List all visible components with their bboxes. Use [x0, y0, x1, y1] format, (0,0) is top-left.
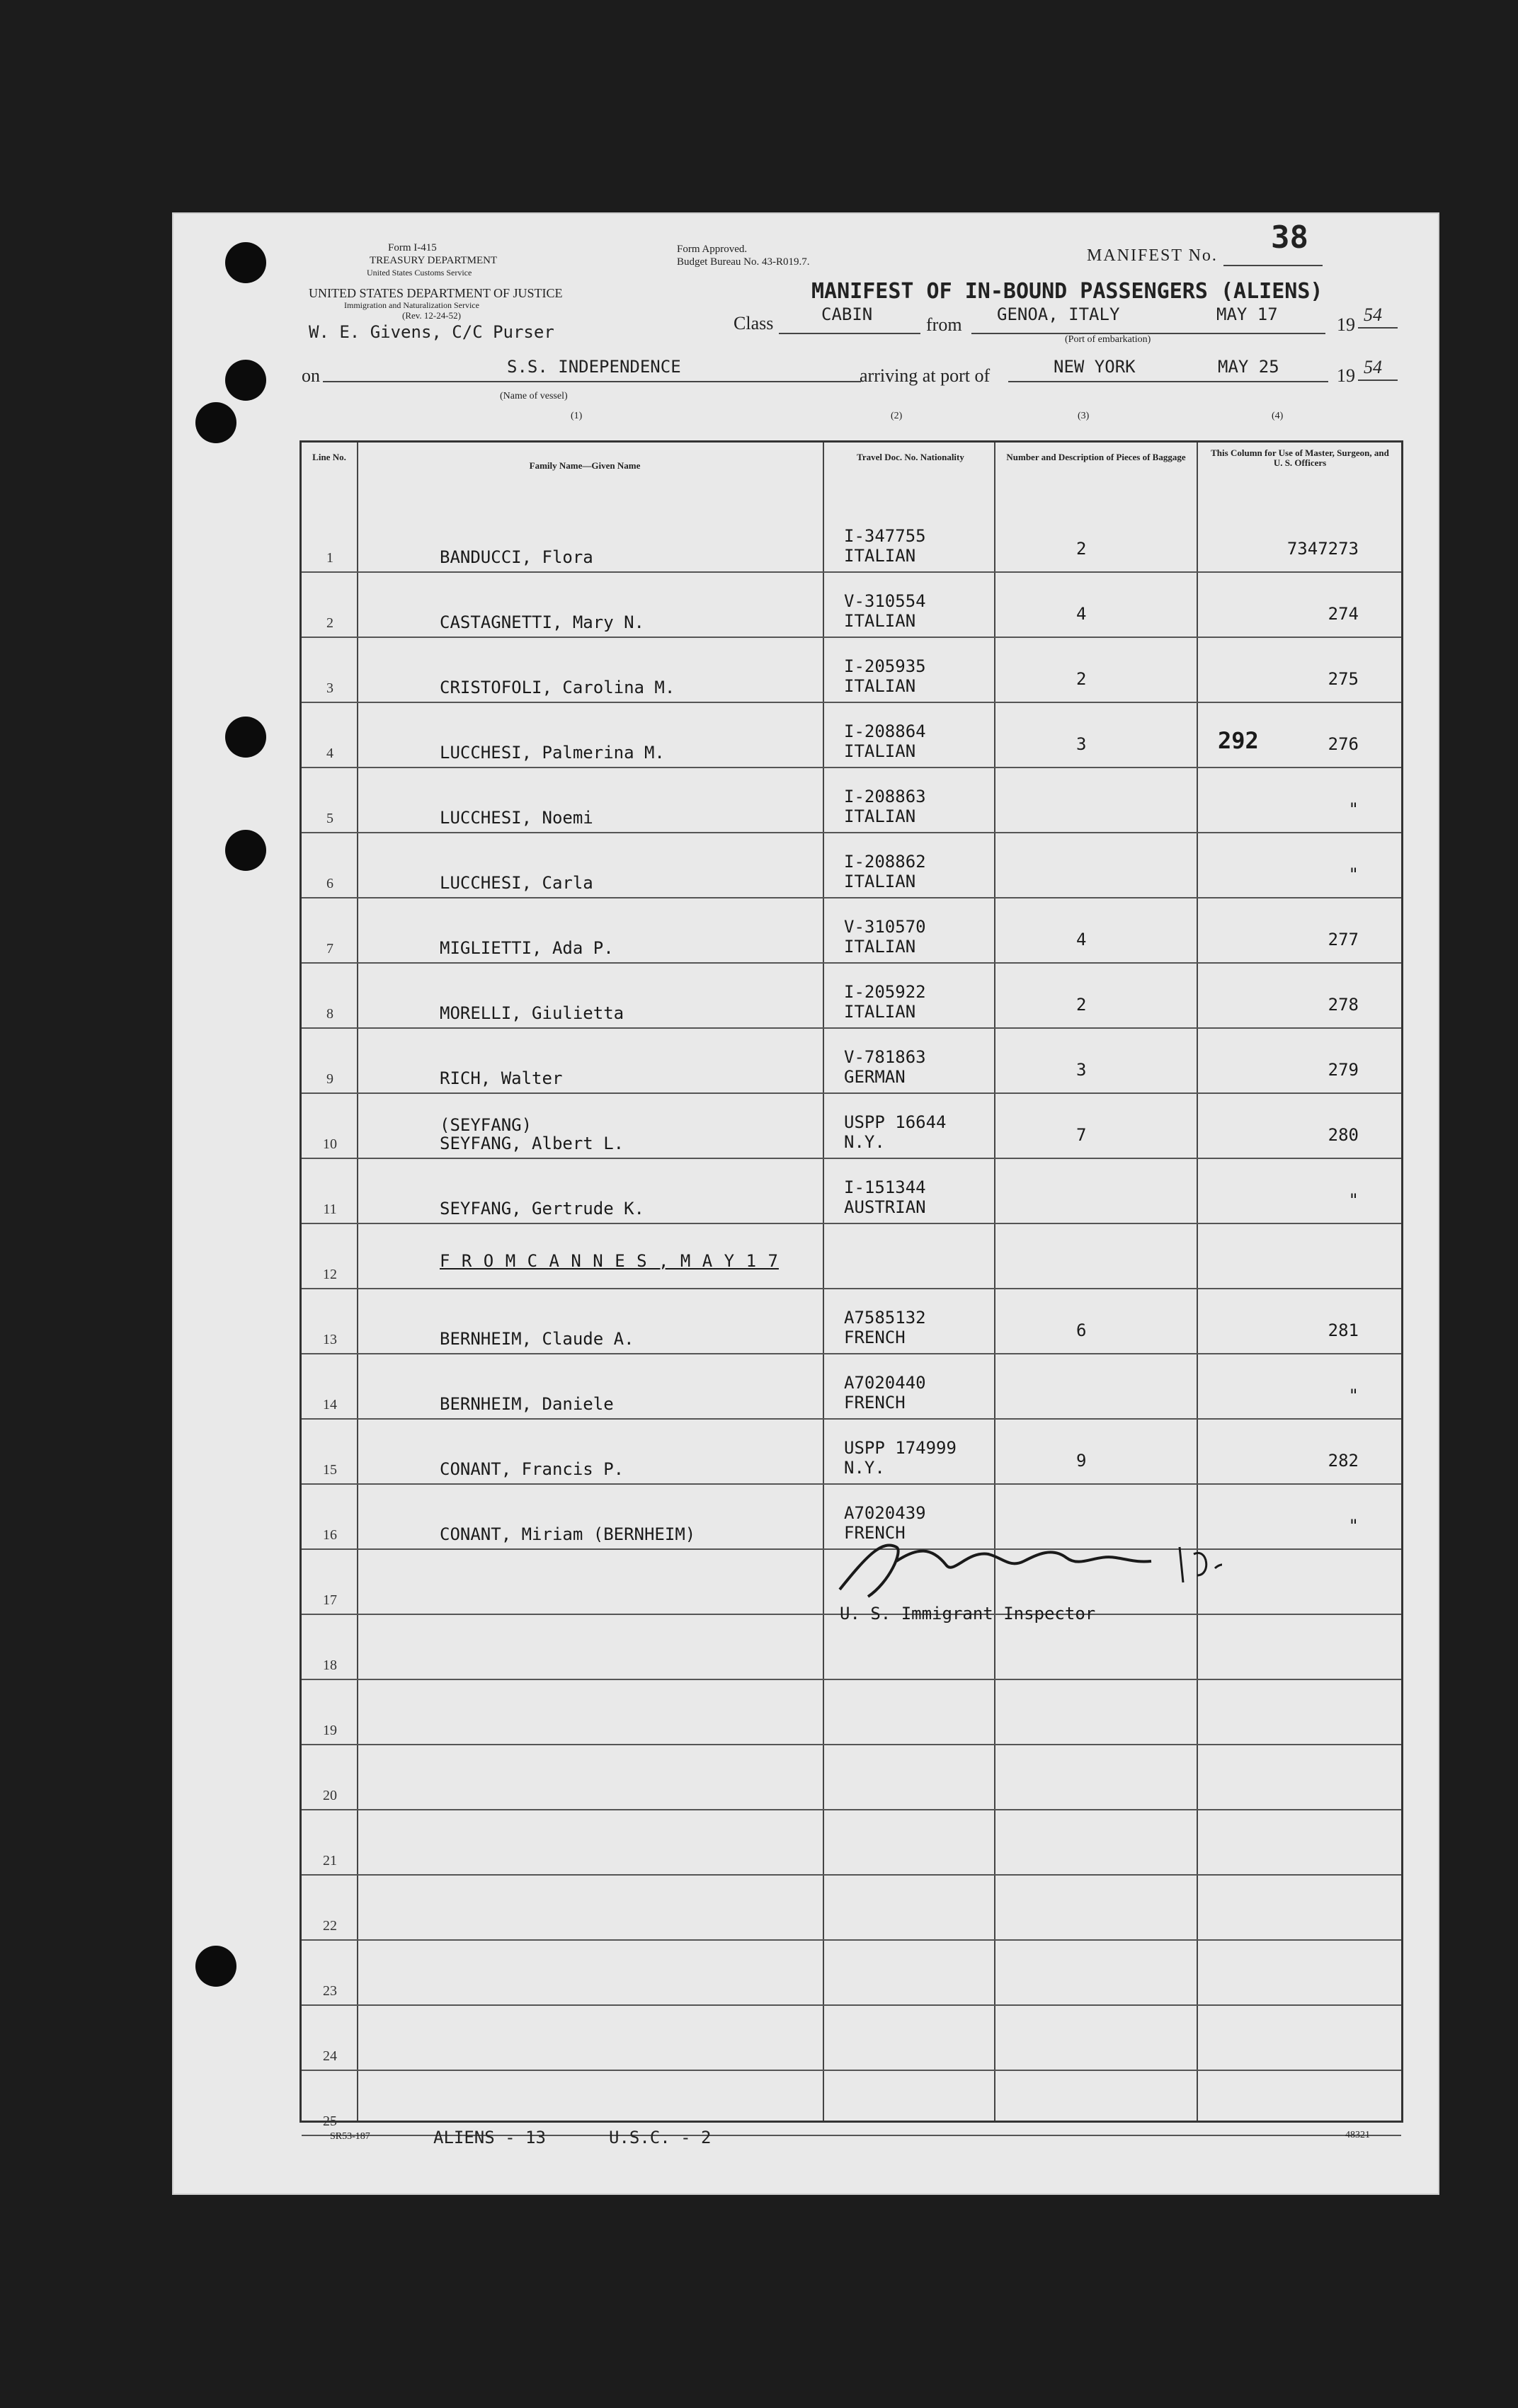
line-number: 13: [323, 1332, 337, 1347]
name-prefix: (SEYFANG): [440, 1115, 532, 1135]
table-row: [302, 1224, 1401, 1289]
table-row: [302, 2071, 1401, 2136]
line-number: 1: [326, 550, 333, 566]
officer-code: ": [1348, 1516, 1359, 1536]
officer-code: 7347273: [1286, 539, 1359, 559]
form-approved: Form Approved.: [677, 244, 748, 255]
table-row: [302, 1876, 1401, 1941]
arrival-year-line: [1358, 380, 1398, 381]
line-number: 24: [323, 2048, 337, 2064]
nationality: ITALIAN: [844, 676, 916, 696]
table-row: [302, 964, 1401, 1029]
depart-year-line: [1358, 327, 1398, 329]
depart-year: 54: [1364, 304, 1382, 325]
officer-code: ": [1348, 1386, 1359, 1405]
arrival-year-prefix: 19: [1337, 365, 1355, 386]
passenger-name: MIGLIETTI, Ada P.: [440, 938, 614, 958]
arrival-line: [1008, 381, 1328, 382]
line-number: 6: [326, 876, 333, 891]
nationality: ITALIAN: [844, 546, 916, 566]
baggage-count: 6: [1076, 1320, 1087, 1340]
line-number: 10: [323, 1136, 337, 1152]
baggage-count: 9: [1076, 1451, 1087, 1471]
table-row: [302, 508, 1401, 573]
passenger-name: LUCCHESI, Noemi: [440, 808, 593, 828]
baggage-count: 2: [1076, 539, 1087, 559]
officer-extra-number: 292: [1218, 727, 1259, 754]
baggage-count: 2: [1076, 995, 1087, 1015]
arrival-port: NEW YORK: [1054, 357, 1136, 377]
passenger-name: LUCCHESI, Palmerina M.: [440, 743, 665, 763]
table-row: [302, 2006, 1401, 2071]
punch-hole: [195, 1946, 236, 1987]
officer-code: 278: [1328, 995, 1359, 1015]
nationality: FRENCH: [844, 1393, 906, 1413]
nationality: FRENCH: [844, 1328, 906, 1347]
travel-doc-no: A7020440: [844, 1373, 926, 1393]
table-row: [302, 1745, 1401, 1810]
passenger-name: RICH, Walter: [440, 1068, 563, 1088]
travel-doc-no: I-205922: [844, 982, 926, 1002]
footer-usc: U.S.C. - 2: [609, 2128, 712, 2147]
travel-doc-no: I-208862: [844, 852, 926, 872]
travel-doc-no: V-310554: [844, 591, 926, 611]
nationality: AUSTRIAN: [844, 1197, 926, 1217]
line-number: 12: [323, 1267, 337, 1282]
travel-doc-no: USPP 174999: [844, 1438, 957, 1458]
travel-doc-no: I-208863: [844, 787, 926, 806]
nationality: ITALIAN: [844, 806, 916, 826]
passenger-name: SEYFANG, Albert L.: [440, 1134, 624, 1153]
rev-date: (Rev. 12-24-52): [402, 310, 461, 321]
line-number: 8: [326, 1006, 333, 1022]
table-row: [302, 1810, 1401, 1876]
punch-hole: [225, 360, 266, 401]
ins-service: Immigration and Naturalization Service: [344, 300, 479, 310]
officer-code: 279: [1328, 1060, 1359, 1080]
page-title: MANIFEST OF IN-BOUND PASSENGERS (ALIENS): [811, 279, 1323, 304]
punch-hole: [225, 242, 266, 283]
manifest-number: 38: [1271, 219, 1308, 256]
nationality: FRENCH: [844, 1523, 906, 1543]
passenger-name: BANDUCCI, Flora: [440, 547, 593, 567]
officer-code: 275: [1328, 669, 1359, 689]
travel-doc-no: A7020439: [844, 1503, 926, 1523]
line-number: 17: [323, 1592, 337, 1608]
table-row: [302, 1615, 1401, 1680]
baggage-count: 7: [1076, 1125, 1087, 1145]
passenger-name: CONANT, Miriam (BERNHEIM): [440, 1524, 696, 1544]
travel-doc-no: I-208864: [844, 721, 926, 741]
table-row: [302, 1029, 1401, 1094]
table-row: [302, 703, 1401, 768]
class-value: CABIN: [821, 304, 873, 324]
table-row: [302, 833, 1401, 898]
from-value: GENOA, ITALY: [997, 304, 1120, 324]
footer-code: SR53-187: [330, 2131, 370, 2142]
nationality: ITALIAN: [844, 741, 916, 761]
vessel-line: [323, 381, 861, 382]
officer-code: 276: [1328, 734, 1359, 754]
travel-doc-no: I-347755: [844, 526, 926, 546]
line-number: 7: [326, 941, 333, 957]
table-row: [302, 768, 1401, 833]
depart-year-prefix: 19: [1337, 314, 1355, 335]
purser: W. E. Givens, C/C Purser: [309, 322, 554, 342]
class-line: [779, 333, 920, 334]
on-label: on: [302, 365, 320, 386]
travel-doc-no: V-781863: [844, 1047, 926, 1067]
table-row: [302, 573, 1401, 638]
officer-code: 280: [1328, 1125, 1359, 1145]
table-row: [302, 1420, 1401, 1485]
line-number: 21: [323, 1853, 337, 1868]
arrival-year: 54: [1364, 357, 1382, 377]
passenger-name: F R O M C A N N E S , M A Y 1 7: [440, 1251, 779, 1271]
customs-service: United States Customs Service: [367, 268, 472, 278]
footer-number: 48321: [1345, 2130, 1370, 2140]
inspector-label: U. S. Immigrant Inspector: [840, 1604, 1096, 1624]
line-number: 22: [323, 1918, 337, 1934]
vessel-label: (Name of vessel): [500, 391, 568, 401]
port-embark-label: (Port of embarkation): [1065, 334, 1151, 345]
passenger-name: SEYFANG, Gertrude K.: [440, 1199, 644, 1219]
line-number: 9: [326, 1071, 333, 1087]
travel-doc-no: V-310570: [844, 917, 926, 937]
passenger-table: [299, 440, 1403, 2129]
table-row: [302, 1354, 1401, 1420]
header-line-no: Line No.: [312, 452, 346, 462]
treasury-dept: TREASURY DEPARTMENT: [370, 255, 498, 266]
line-number: 4: [326, 746, 333, 761]
passenger-name: MORELLI, Giulietta: [440, 1003, 624, 1023]
col-num-4: (4): [1272, 411, 1284, 421]
budget-bureau: Budget Bureau No. 43-R019.7.: [677, 256, 810, 268]
col-num-2: (2): [891, 411, 903, 421]
depart-date: MAY 17: [1216, 304, 1278, 324]
passenger-name: LUCCHESI, Carla: [440, 873, 593, 893]
arrival-date: MAY 25: [1218, 357, 1279, 377]
manifest-no-line: [1223, 265, 1323, 266]
table-row: [302, 1941, 1401, 2006]
line-number: 2: [326, 615, 333, 631]
vessel-name: S.S. INDEPENDENCE: [507, 357, 681, 377]
line-number: 19: [323, 1723, 337, 1738]
line-number: 15: [323, 1462, 337, 1478]
officer-code: ": [1348, 1190, 1359, 1210]
line-number: 16: [323, 1527, 337, 1543]
table-row: [302, 898, 1401, 964]
header-name: Family Name—Given Name: [529, 460, 641, 471]
from-label: from: [926, 314, 962, 335]
justice-dept: UNITED STATES DEPARTMENT OF JUSTICE: [309, 286, 563, 300]
line-number: 25: [323, 2113, 337, 2129]
nationality: ITALIAN: [844, 937, 916, 957]
table-row: [302, 1289, 1401, 1354]
table-row: [302, 638, 1401, 703]
nationality: ITALIAN: [844, 1002, 916, 1022]
table-row: [302, 1094, 1401, 1159]
punch-hole: [195, 402, 236, 443]
punch-hole: [225, 830, 266, 871]
header-officers: This Column for Use of Master, Surgeon, and U. S. Officers: [1211, 447, 1389, 468]
nationality: N.Y.: [844, 1132, 885, 1152]
officer-code: 277: [1328, 930, 1359, 949]
baggage-count: 4: [1076, 604, 1087, 624]
line-number: 5: [326, 811, 333, 826]
table-row: [302, 1680, 1401, 1745]
arriving-label: arriving at port of: [860, 365, 991, 386]
officer-code: 274: [1328, 604, 1359, 624]
header-travel-doc: Travel Doc. No. Nationality: [857, 452, 964, 462]
baggage-count: 2: [1076, 669, 1087, 689]
nationality: GERMAN: [844, 1067, 906, 1087]
officer-code: 282: [1328, 1451, 1359, 1471]
nationality: N.Y.: [844, 1458, 885, 1478]
baggage-count: 4: [1076, 930, 1087, 949]
officer-code: ": [1348, 799, 1359, 819]
passenger-name: BERNHEIM, Claude A.: [440, 1329, 634, 1349]
travel-doc-no: USPP 16644: [844, 1112, 947, 1132]
passenger-name: CONANT, Francis P.: [440, 1459, 624, 1479]
passenger-name: CASTAGNETTI, Mary N.: [440, 612, 644, 632]
travel-doc-no: A7585132: [844, 1308, 926, 1328]
officer-code: 281: [1328, 1320, 1359, 1340]
line-number: 20: [323, 1788, 337, 1803]
line-number: 11: [323, 1202, 337, 1217]
header-baggage: Number and Description of Pieces of Baggage: [1006, 452, 1186, 462]
class-label: Class: [734, 313, 774, 333]
footer-aliens: ALIENS - 13: [433, 2128, 546, 2147]
table-row: [302, 1159, 1401, 1224]
form-number: Form I-415: [388, 242, 437, 253]
passenger-name: CRISTOFOLI, Carolina M.: [440, 678, 675, 697]
line-number: 23: [323, 1983, 337, 1999]
col-num-3: (3): [1078, 411, 1090, 421]
punch-hole: [225, 717, 266, 758]
baggage-count: 3: [1076, 734, 1087, 754]
col-num-1: (1): [571, 411, 583, 421]
manifest-label: MANIFEST No.: [1087, 246, 1218, 265]
travel-doc-no: I-205935: [844, 656, 926, 676]
passenger-name: BERNHEIM, Daniele: [440, 1394, 614, 1414]
nationality: ITALIAN: [844, 872, 916, 891]
officer-code: ": [1348, 865, 1359, 884]
line-number: 3: [326, 680, 333, 696]
travel-doc-no: I-151344: [844, 1177, 926, 1197]
nationality: ITALIAN: [844, 611, 916, 631]
baggage-count: 3: [1076, 1060, 1087, 1080]
line-number: 14: [323, 1397, 337, 1413]
line-number: 18: [323, 1657, 337, 1673]
